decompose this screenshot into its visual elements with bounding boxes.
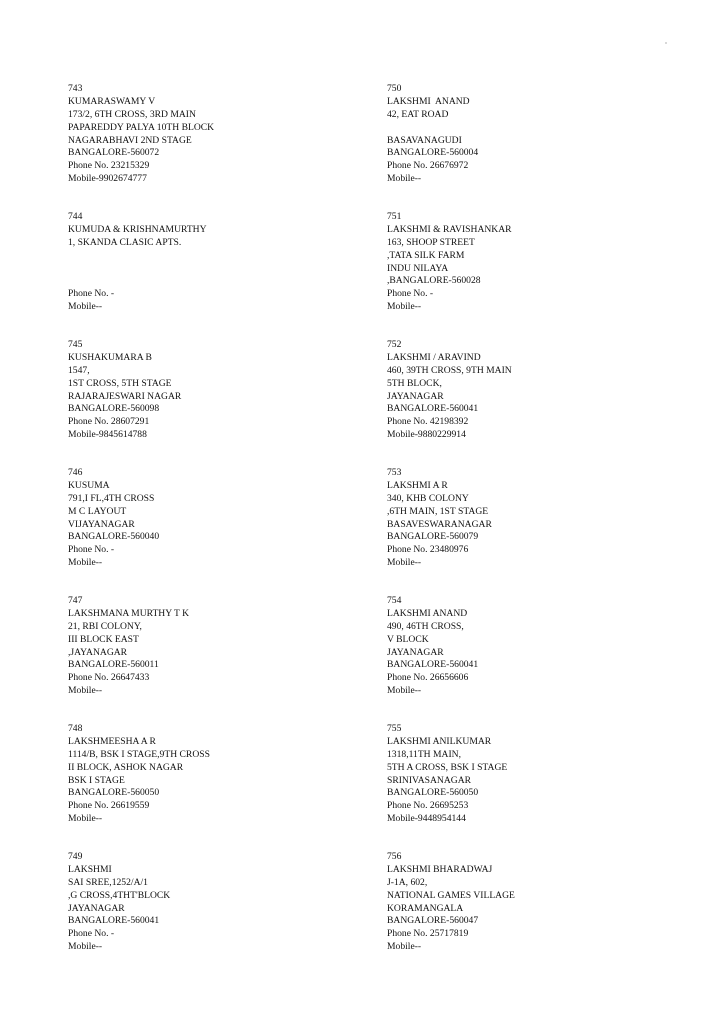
address-line: 1547, [68, 364, 90, 376]
address-line: 1318,11TH MAIN, [387, 748, 461, 760]
address-entry [387, 467, 492, 570]
address-line: BASAVESWARANAGAR [387, 518, 492, 530]
entry-name: KUMUDA & KRISHNAMURTHY [68, 223, 207, 235]
address-line: 173/2, 6TH CROSS, 3RD MAIN [68, 108, 196, 120]
address-entry [68, 467, 159, 570]
mobile-line: Mobile-9448954144 [387, 813, 466, 825]
address-line: 163, SHOOP STREET [387, 236, 475, 248]
phone-line: Phone No. 26676972 [387, 160, 469, 172]
mobile-line: Mobile-- [68, 813, 103, 825]
address-line: BANGALORE-560041 [68, 915, 160, 927]
scan-speck [665, 42, 667, 44]
address-line: RAJARAJESWARI NAGAR [68, 390, 182, 402]
entry-name: LAKSHMI A R [387, 479, 448, 491]
phone-line: Phone No. - [68, 288, 115, 300]
phone-line: Phone No. 26619559 [68, 800, 150, 812]
address-line: II BLOCK, ASHOK NAGAR [68, 761, 184, 773]
phone-line: Phone No. 28607291 [68, 416, 150, 428]
entry-number: 751 [387, 211, 402, 222]
phone-line: Phone No. - [387, 288, 434, 300]
address-line: ,G CROSS,4THT'BLOCK [68, 889, 171, 901]
entry-number: 746 [68, 467, 83, 478]
address-entry [68, 339, 181, 442]
mobile-line: Mobile-- [68, 941, 103, 953]
entry-number: 753 [387, 467, 402, 478]
entry-name: LAKSHMI ANILKUMAR [387, 735, 492, 747]
entry-name: LAKSHMI & RAVISHANKAR [387, 223, 512, 235]
address-line: 5TH A CROSS, BSK I STAGE [387, 761, 508, 773]
address-line: SAI SREE,1252/A/1 [68, 876, 148, 888]
mobile-line: Mobile-- [68, 301, 103, 313]
address-line: BANGALORE-560004 [387, 147, 479, 159]
entry-number: 745 [68, 339, 83, 350]
phone-line: Phone No. 26656606 [387, 672, 469, 684]
address-line: JAYANAGAR [387, 646, 444, 658]
address-line [68, 275, 207, 288]
address-line: J-1A, 602, [387, 876, 428, 888]
address-line [68, 263, 207, 276]
entry-number: 749 [68, 851, 83, 862]
address-line: BASAVANAGUDI [387, 134, 462, 146]
address-line: BANGALORE-560072 [68, 147, 160, 159]
phone-line: Phone No. 42198392 [387, 416, 469, 428]
address-line: PAPAREDDY PALYA 10TH BLOCK [68, 121, 215, 133]
address-line: III BLOCK EAST [68, 633, 139, 645]
address-line [68, 250, 207, 263]
address-entry [387, 723, 507, 826]
address-entry [387, 595, 478, 698]
address-line: BSK I STAGE [68, 774, 125, 786]
entry-number: 747 [68, 595, 83, 606]
address-line: VIJAYANAGAR [68, 518, 135, 530]
address-line: NATIONAL GAMES VILLAGE [387, 889, 515, 901]
entry-number: 743 [68, 83, 83, 94]
address-entry [68, 211, 207, 314]
phone-line: Phone No. - [68, 544, 115, 556]
entry-number: 750 [387, 83, 402, 94]
address-entry [68, 595, 189, 698]
address-line: 791,I FL,4TH CROSS [68, 492, 155, 504]
address-line: ,BANGALORE-560028 [387, 275, 481, 287]
address-line: 42, EAT ROAD [387, 108, 449, 120]
address-line: 490, 46TH CROSS, [387, 620, 464, 632]
phone-line: Phone No. 23215329 [68, 160, 150, 172]
mobile-line: Mobile-- [387, 173, 422, 185]
address-entry [68, 851, 170, 954]
address-entry [387, 211, 512, 314]
address-line: 21, RBI COLONY, [68, 620, 142, 632]
address-line: BANGALORE-560011 [68, 659, 159, 671]
address-line: INDU NILAYA [387, 262, 449, 274]
mobile-line: Mobile-- [387, 685, 422, 697]
address-line: BANGALORE-560041 [387, 659, 479, 671]
address-line: BANGALORE-560098 [68, 403, 160, 415]
address-line: 5TH BLOCK, [387, 377, 442, 389]
address-line: BANGALORE-560050 [387, 787, 479, 799]
address-line: ,TATA SILK FARM [387, 249, 465, 261]
entry-name: LAKSHMANA MURTHY T K [68, 607, 190, 619]
address-line: BANGALORE-560047 [387, 915, 479, 927]
address-entry [387, 851, 515, 954]
phone-line: Phone No. 25717819 [387, 928, 469, 940]
address-line: ,6TH MAIN, 1ST STAGE [387, 505, 489, 517]
entry-number: 752 [387, 339, 402, 350]
phone-line: Phone No. - [68, 928, 115, 940]
address-entry [68, 723, 210, 826]
entry-name: LAKSHMI ANAND [387, 95, 470, 107]
address-line: BANGALORE-560041 [387, 403, 479, 415]
entry-name: LAKSHMI / ARAVIND [387, 351, 481, 363]
mobile-line: Mobile-- [68, 557, 103, 569]
entry-name: LAKSHMEESHA A R [68, 735, 156, 747]
address-line: 340, KHB COLONY [387, 492, 469, 504]
mobile-line: Mobile-9845614788 [68, 429, 147, 441]
mobile-line: Mobile-- [387, 941, 422, 953]
address-line: V BLOCK [387, 633, 429, 645]
mobile-line: Mobile-9902674777 [68, 173, 147, 185]
entry-name: LAKSHMI ANAND [387, 607, 468, 619]
entry-name: KUSHAKUMARA B [68, 351, 152, 363]
entry-number: 754 [387, 595, 402, 606]
mobile-line: Mobile-- [387, 557, 422, 569]
entry-number: 756 [387, 851, 402, 862]
entry-number: 748 [68, 723, 83, 734]
address-line: M C LAYOUT [68, 505, 127, 517]
mobile-line: Mobile-- [68, 685, 103, 697]
entry-number: 755 [387, 723, 402, 734]
address-line: 1114/B, BSK I STAGE,9TH CROSS [68, 748, 210, 760]
phone-line: Phone No. 23480976 [387, 544, 469, 556]
address-line: BANGALORE-560079 [387, 531, 479, 543]
address-line: BANGALORE-560050 [68, 787, 160, 799]
entry-name: KUMARASWAMY V [68, 95, 156, 107]
address-line: SRINIVASANAGAR [387, 774, 472, 786]
address-entry [68, 83, 214, 186]
entry-name: KUSUMA [68, 479, 110, 491]
entry-name: LAKSHMI BHARADWAJ [387, 863, 493, 875]
address-line: NAGARABHAVI 2ND STAGE [68, 134, 192, 146]
address-entry [387, 83, 478, 186]
entry-number: 744 [68, 211, 83, 222]
phone-line: Phone No. 26695253 [387, 800, 469, 812]
phone-line: Phone No. 26647433 [68, 672, 150, 684]
address-line: ,JAYANAGAR [68, 646, 128, 658]
address-line: 460, 39TH CROSS, 9TH MAIN [387, 364, 512, 376]
mobile-line: Mobile-9880229914 [387, 429, 466, 441]
address-line: JAYANAGAR [68, 902, 125, 914]
address-line: KORAMANGALA [387, 902, 464, 914]
address-entry [387, 339, 512, 442]
address-line: 1ST CROSS, 5TH STAGE [68, 377, 172, 389]
address-line: 1, SKANDA CLASIC APTS. [68, 236, 182, 248]
address-line: JAYANAGAR [387, 390, 444, 402]
mobile-line: Mobile-- [387, 301, 422, 313]
address-line [387, 122, 478, 135]
address-line: BANGALORE-560040 [68, 531, 160, 543]
entry-name: LAKSHMI [68, 863, 112, 875]
